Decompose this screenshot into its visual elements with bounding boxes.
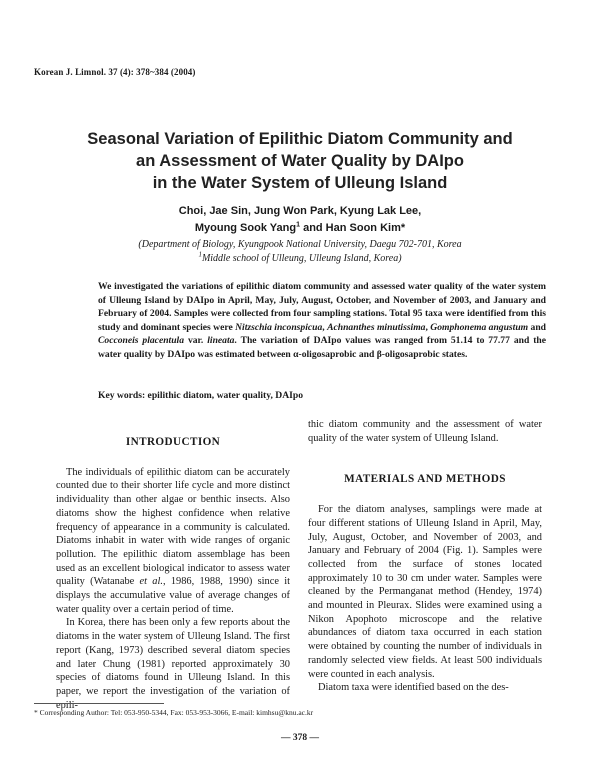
- methods-paragraph-2: Diatom taxa were identified based on the des-: [318, 682, 509, 694]
- title-line-1: Seasonal Variation of Epilithic Diatom Community and: [87, 130, 513, 148]
- abstract-sep-2: ,: [425, 321, 431, 333]
- species-gomphonema: Gomphonema angustum: [430, 321, 529, 333]
- intro-p1-text: The individuals of epilithic diatom can be accurately counted due to their shorter life cycle and more distinct individuality than other algae or benthic insects. Also diatoms show the highest confidence when relative frequency of appearance in a community is calculated. Diatoms inhabit in water with wide ranges of organic pollution. The epilithic diatom assemblage has been used as an excellent biological indicator to assess water quality (Watanabe: [56, 466, 290, 588]
- intro-paragraph-2: In Korea, there has been only a few reports about the diatoms in the water system of Ulleung Island. The first report (Kang, 1973) described several diatom species and later Chung (1981) reported approximately 30 species of diatoms found in Ulleung Island. In this paper, we report the investigation of the variation of epili-: [56, 617, 290, 711]
- species-cocconeis: Cocconeis placentula: [98, 335, 185, 347]
- abstract: [98, 280, 546, 362]
- intro-p1-text-b: , 1986, 1988, 1990) since it displays the accumulative value of average changes of water quality over a certain period of time.: [56, 576, 290, 615]
- abstract-text-2: . The variation of DAIpo values was ranged from 51.14 to 77.77 and the water quality by DAIpo was estimated between α-oligosaprobic and β-oligosaprobic states.: [98, 335, 546, 360]
- right-column: [308, 418, 542, 695]
- section-gap: [308, 445, 542, 467]
- affiliation-2: Middle school of Ulleung, Ulleung Island, Korea): [201, 253, 402, 264]
- affiliation-2-line: [60, 252, 540, 266]
- methods-paragraph-1: For the diatom analyses, samplings were made at four different stations of Ulleung Island in April, May, July, August, October, and November of 2003, and January and February of 2004 (Fig. 1). Samples were collected from the surface of stones located approximately 10 to 30 cm under water. Samples were cleaned by the Permanganat method (Hendey, 1974) and mounted in Pleurax. Slides were examined using a Nikon Apophoto microscope and the relative abundances of diatom taxa occurred in each station were obtained by counting the number of individuals in randomly selected view fields. At least 500 individuals were counted in each analysis.: [308, 504, 542, 680]
- journal-citation: Korean J. Limnol. 37 (4): 378~384 (2004): [34, 67, 196, 77]
- affiliation-1: (Department of Biology, Kyungpook National University, Daegu 702-701, Korea: [138, 239, 462, 250]
- species-lineata: lineata: [207, 335, 235, 347]
- intro-etal: et al.: [139, 576, 163, 588]
- authors-line-2: [80, 220, 520, 237]
- paper-title: [60, 128, 540, 194]
- species-achnanthes: Achnanthes minutissima: [327, 321, 426, 333]
- title-line-3: in the Water System of Ulleung Island: [152, 174, 448, 192]
- abstract-sep-4: var.: [184, 335, 208, 347]
- affiliation-2-mark: 1: [198, 250, 202, 259]
- introduction-heading: INTRODUCTION: [125, 436, 221, 448]
- author-list: [80, 203, 520, 237]
- affiliations: [60, 238, 540, 266]
- author-affil-mark: 1: [296, 221, 301, 229]
- page-number: — 378 —: [281, 733, 319, 743]
- keywords: Key words: epilithic diatom, water quality, DAIpo: [98, 390, 304, 401]
- footnote-rule: [34, 703, 164, 704]
- author-yang: Myoung Sook Yang: [194, 222, 297, 234]
- corresponding-author-footnote: * Corresponding Author: Tel: 053-950-5344, Fax: 053-953-3066, E-mail: kimhsu@knu.ac.kr: [34, 708, 314, 717]
- species-nitzschia: Nitzschia inconspicua: [235, 321, 323, 333]
- abstract-text-1: We investigated the variations of epilithic diatom community and assessed water quality of the water system of Ulleung Island by DAIpo in April, May, July, August, October, and November of 2003, and January and February of 2004. Samples were collected from four sampling stations. Total 95 taxa were identified from this study and dominant species were: [98, 281, 546, 333]
- authors-line-1: Choi, Jae Sin, Jung Won Park, Kyung Lak Lee,: [178, 205, 422, 217]
- title-line-2: an Assessment of Water Quality by DAIpo: [136, 152, 464, 170]
- abstract-sep-1: ,: [322, 321, 328, 333]
- left-column: [56, 430, 290, 712]
- intro-continuation: thic diatom community and the assessment of water quality of the water system of Ulleung Island.: [308, 419, 542, 444]
- methods-heading: MATERIALS AND METHODS: [344, 473, 506, 486]
- intro-paragraph-1: [56, 466, 290, 617]
- author-kim: and Han Soon Kim*: [300, 222, 406, 234]
- abstract-sep-3: and: [528, 321, 547, 333]
